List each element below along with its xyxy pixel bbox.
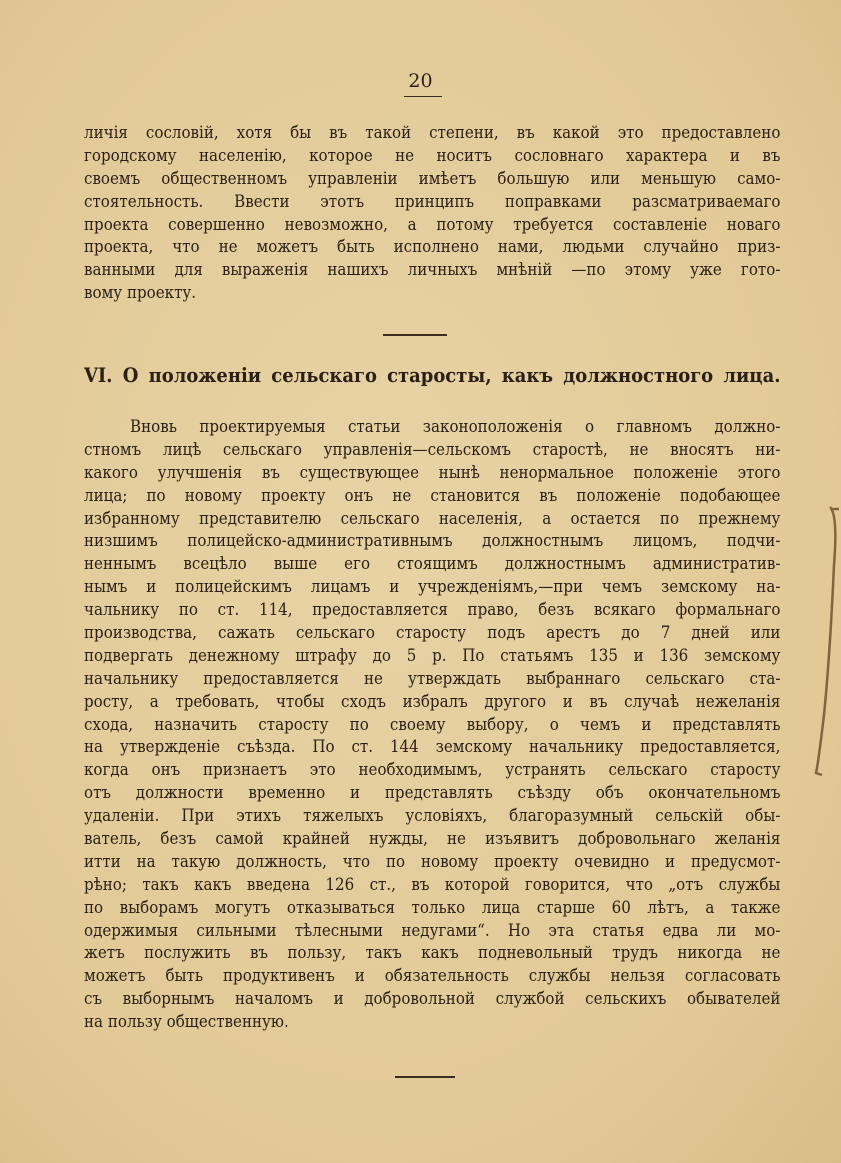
text-line: производства, сажать сельскаго старосту подъ арестъ до 7 дней или <box>84 623 781 643</box>
text-line: личія сословій, хотя бы въ такой степени, въ какой это предоставлено <box>84 123 781 142</box>
section-divider <box>383 334 447 336</box>
text-line: какого улучшенія въ существующее нынѣ ненормальное положеніе этого <box>84 462 781 482</box>
section-title: VI. О положеніи сельскаго старосты, какъ должностного лица. <box>84 364 781 387</box>
text-line: когда онъ признаетъ это необходимымъ, устранять сельскаго старосту <box>84 760 781 780</box>
text-line: нымъ и полицейскимъ лицамъ и учрежденіямъ,—при чемъ земскому на- <box>84 577 781 597</box>
text-line: удаленіи. При этихъ тяжелыхъ условіяхъ, благоразумный сельскій обы- <box>84 806 781 826</box>
page-number-rule <box>404 96 442 97</box>
text-line: по выборамъ могутъ отказываться только лица старше 60 лѣтъ, а также <box>84 897 781 917</box>
end-divider <box>395 1076 455 1078</box>
text-line: низшимъ полицейско-административнымъ должностнымъ лицомъ, подчи- <box>84 531 781 551</box>
text-line: чальнику по ст. 114, предоставляется право, безъ всякаго формальнаго <box>84 600 781 620</box>
text-line: проекта совершенно невозможно, а потому требуется составленіе новаго <box>84 214 781 234</box>
text-line: схода, назначить старосту по своему выбору, о чемъ и представлять <box>84 714 781 734</box>
paragraph-1 <box>84 122 780 305</box>
text-line: подвергать денежному штрафу до 5 р. По статьямъ 135 и 136 земскому <box>84 645 781 665</box>
text-line: итти на такую должность, что по новому проекту очевидно и предусмот- <box>84 851 781 871</box>
text-line: городскому населенію, которое не носитъ сословнаго характера и въ <box>84 145 781 165</box>
text-line: своемъ общественномъ управленіи имѣетъ большую или меньшую само- <box>84 168 781 188</box>
text-line: можетъ быть продуктивенъ и обязательность службы нельзя согласовать <box>84 966 781 986</box>
text-line: жетъ послужить въ пользу, такъ какъ подневольный трудъ никогда не <box>84 943 781 963</box>
text-line: лица; по новому проекту онъ не становится въ положеніе подобающее <box>84 485 781 505</box>
paragraph-2 <box>84 416 780 1034</box>
text-line: ватель, безъ самой крайней нужды, не изъявитъ добровольнаго желанія <box>84 829 781 849</box>
text-line: неннымъ всецѣло выше его стоящимъ должностнымъ административ- <box>84 554 781 574</box>
text-line: на утвержденіе съѣзда. По ст. 144 земскому начальнику предоставляется, <box>84 737 781 757</box>
text-line: на пользу общественную. <box>84 1012 289 1032</box>
text-line: вому проекту. <box>84 283 197 303</box>
text-line: стоятельность. Ввести этотъ принципъ поправками разсматриваемаго <box>84 191 781 211</box>
text-line: одержимыя сильными тѣлесными недугами“. Но эта статья едва ли мо- <box>84 920 781 940</box>
text-line: рѣно; такъ какъ введена 126 ст., въ которой говорится, что „отъ службы <box>84 874 781 894</box>
text-line: росту, а требовать, чтобы сходъ избралъ другого и въ случаѣ нежеланія <box>84 691 781 711</box>
text-line: ванными для выраженія нашихъ личныхъ мнѣній —по этому уже гото- <box>84 260 781 280</box>
text-line: съ выборнымъ началомъ и добровольной службой сельскихъ обывателей <box>84 989 781 1009</box>
text-line: проекта, что не можетъ быть исполнено нами, людьми случайно приз- <box>84 237 781 257</box>
pencil-margin-mark <box>812 505 841 780</box>
text-line: начальнику предоставляется не утверждать выбраннаго сельскаго ста- <box>84 668 781 688</box>
text-line: отъ должности временно и представлять съѣзду объ окончательномъ <box>84 783 781 803</box>
text-line: Вновь проектируемыя статьи законоположенія о главномъ должно- <box>130 417 781 436</box>
text-line: стномъ лицѣ сельскаго управленія—сельскомъ старостѣ, не вносятъ ни- <box>84 439 781 459</box>
page-number: 20 <box>408 70 433 92</box>
text-line: избранному представителю сельскаго населенія, а остается по прежнему <box>84 508 781 528</box>
